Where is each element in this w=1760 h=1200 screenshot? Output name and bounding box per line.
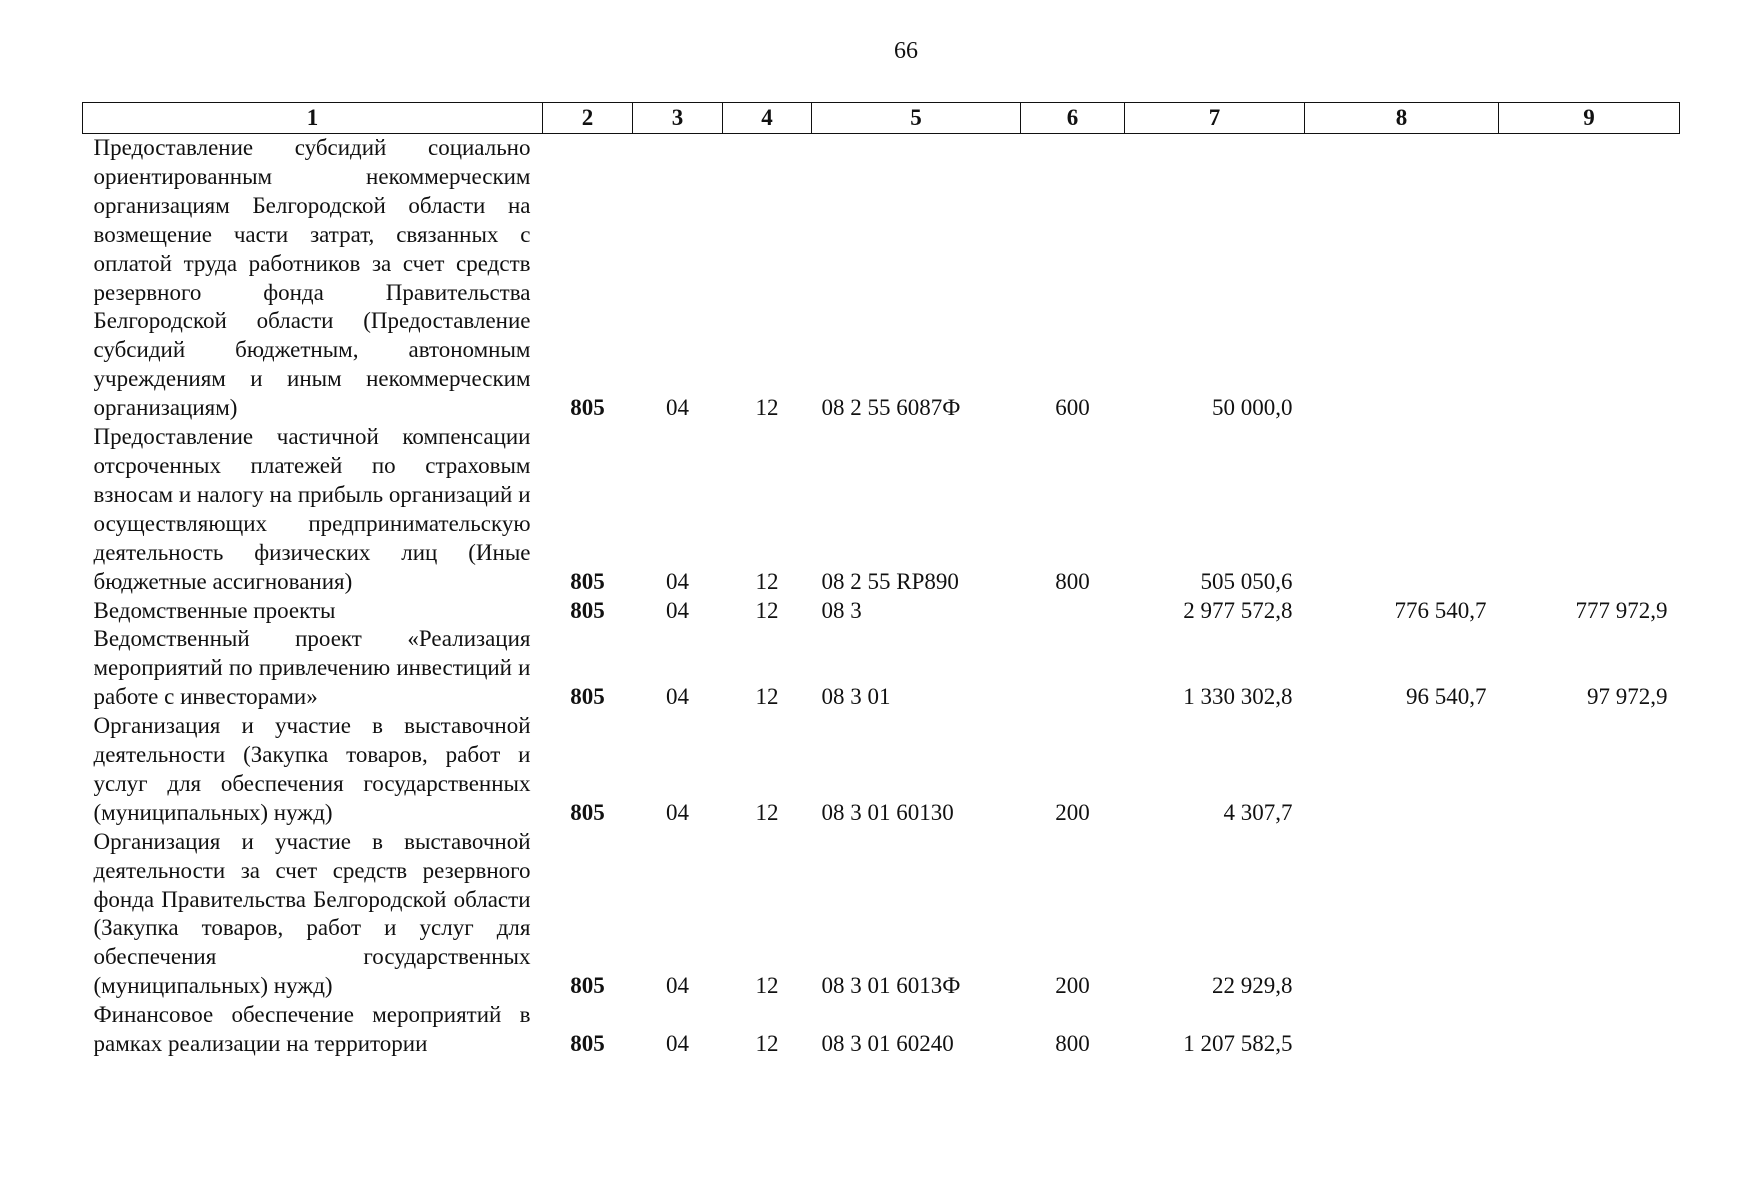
row-description: Финансовое обеспечение мероприятий в рамках реализации на территории	[93, 1002, 531, 1057]
row-amount-col7: 4 307,7	[1223, 799, 1293, 825]
row-description: Организация и участие в выставочной деятельности (Закупка товаров, работ и услуг для обеспечения государственных (муниципальных) нужд)	[93, 713, 531, 825]
row-expense-type	[1021, 597, 1125, 626]
row-description: Предоставление субсидий социально ориентированным некоммерческим организациям Белгородской области на возмещение части затрат, связанных с оплатой труда работников за счет средств резервного фонда Правительства Белгородской области (Предоставление субсидий бюджетным, автономным учреждениям и иным некоммерческим организациям)	[93, 135, 531, 421]
row-expense-type: 200	[1055, 973, 1090, 999]
row-amount-col7: 22 929,8	[1212, 973, 1293, 999]
row-expense-type: 800	[1055, 1031, 1090, 1057]
row-amount-col8	[1305, 1001, 1499, 1059]
row-subsection-code: 12	[755, 973, 779, 999]
row-amount-col8: 96 540,7	[1406, 684, 1487, 710]
row-section-code: 04	[666, 597, 689, 623]
page-number: 66	[894, 38, 918, 64]
row-target-article: 08 2 55 6087Ф	[821, 395, 961, 421]
row-description: Организация и участие в выставочной деятельности за счет средств резервного фонда Правительства Белгородской области (Закупка товаров, работ и услуг для обеспечения государственных (муниципальных) нужд)	[93, 828, 531, 999]
row-expense-type: 600	[1055, 395, 1090, 421]
row-target-article: 08 3 01 6013Ф	[821, 973, 961, 999]
row-expense-type: 800	[1055, 568, 1090, 594]
column-header-6: 6	[1021, 103, 1125, 134]
table-body	[83, 134, 1680, 1060]
row-amount-col7: 1 207 582,5	[1183, 1031, 1293, 1057]
row-description: Ведомственные проекты	[93, 597, 336, 623]
row-gr-code: 805	[570, 799, 605, 825]
row-subsection-code: 12	[755, 597, 779, 623]
table-header	[83, 103, 1680, 134]
column-header-3: 3	[633, 103, 723, 134]
column-header-8: 8	[1305, 103, 1499, 134]
row-expense-type: 200	[1055, 799, 1090, 825]
column-header-7: 7	[1125, 103, 1305, 134]
row-section-code: 04	[666, 684, 689, 710]
table-row	[83, 828, 1680, 1001]
row-subsection-code: 12	[755, 1031, 779, 1057]
column-header-2: 2	[543, 103, 633, 134]
column-header-9: 9	[1499, 103, 1680, 134]
row-amount-col7: 505 050,6	[1200, 568, 1293, 594]
row-gr-code: 805	[570, 597, 605, 623]
column-header-4: 4	[723, 103, 812, 134]
row-amount-col9	[1499, 1001, 1680, 1059]
row-subsection-code: 12	[755, 568, 779, 594]
row-amount-col9: 97 972,9	[1587, 684, 1668, 710]
row-section-code: 04	[666, 395, 689, 421]
table-row	[83, 423, 1680, 596]
column-header-1: 1	[83, 103, 543, 134]
budget-table	[82, 102, 1680, 1059]
table-row	[83, 134, 1680, 424]
row-amount-col9	[1499, 423, 1680, 596]
row-subsection-code: 12	[755, 799, 779, 825]
row-subsection-code: 12	[755, 684, 779, 710]
table-row	[83, 597, 1680, 626]
row-amount-col9	[1499, 828, 1680, 1001]
row-gr-code: 805	[570, 973, 605, 999]
row-target-article: 08 3 01	[821, 684, 891, 710]
row-amount-col9: 777 972,9	[1575, 597, 1668, 623]
column-header-5: 5	[812, 103, 1021, 134]
row-amount-col9	[1499, 134, 1680, 424]
row-target-article: 08 3 01 60240	[821, 1031, 954, 1057]
row-amount-col8	[1305, 712, 1499, 828]
row-amount-col8: 776 540,7	[1394, 597, 1487, 623]
row-gr-code: 805	[570, 568, 605, 594]
table-row	[83, 1001, 1680, 1059]
row-section-code: 04	[666, 799, 689, 825]
row-gr-code: 805	[570, 684, 605, 710]
row-amount-col9	[1499, 712, 1680, 828]
row-amount-col8	[1305, 423, 1499, 596]
row-section-code: 04	[666, 973, 689, 999]
header-row	[83, 103, 1680, 134]
row-amount-col7: 50 000,0	[1212, 395, 1293, 421]
row-target-article: 08 3 01 60130	[821, 799, 954, 825]
row-gr-code: 805	[570, 1031, 605, 1057]
row-section-code: 04	[666, 568, 689, 594]
table-row	[83, 712, 1680, 828]
table-row	[83, 625, 1680, 712]
row-amount-col8	[1305, 134, 1499, 424]
row-expense-type	[1021, 625, 1125, 712]
row-target-article: 08 3	[821, 597, 862, 623]
row-amount-col7: 2 977 572,8	[1183, 597, 1293, 623]
row-gr-code: 805	[570, 395, 605, 421]
row-amount-col8	[1305, 828, 1499, 1001]
row-amount-col7: 1 330 302,8	[1183, 684, 1293, 710]
row-section-code: 04	[666, 1031, 689, 1057]
row-description: Ведомственный проект «Реализация мероприятий по привлечению инвестиций и работе с инвесторами»	[93, 626, 531, 710]
row-subsection-code: 12	[755, 395, 779, 421]
row-target-article: 08 2 55 RP890	[821, 568, 959, 594]
row-description: Предоставление частичной компенсации отсроченных платежей по страховым взносам и налогу на прибыль организаций и осуществляющих предпринимательскую деятельность физических лиц (Иные бюджетные ассигнования)	[93, 424, 531, 594]
